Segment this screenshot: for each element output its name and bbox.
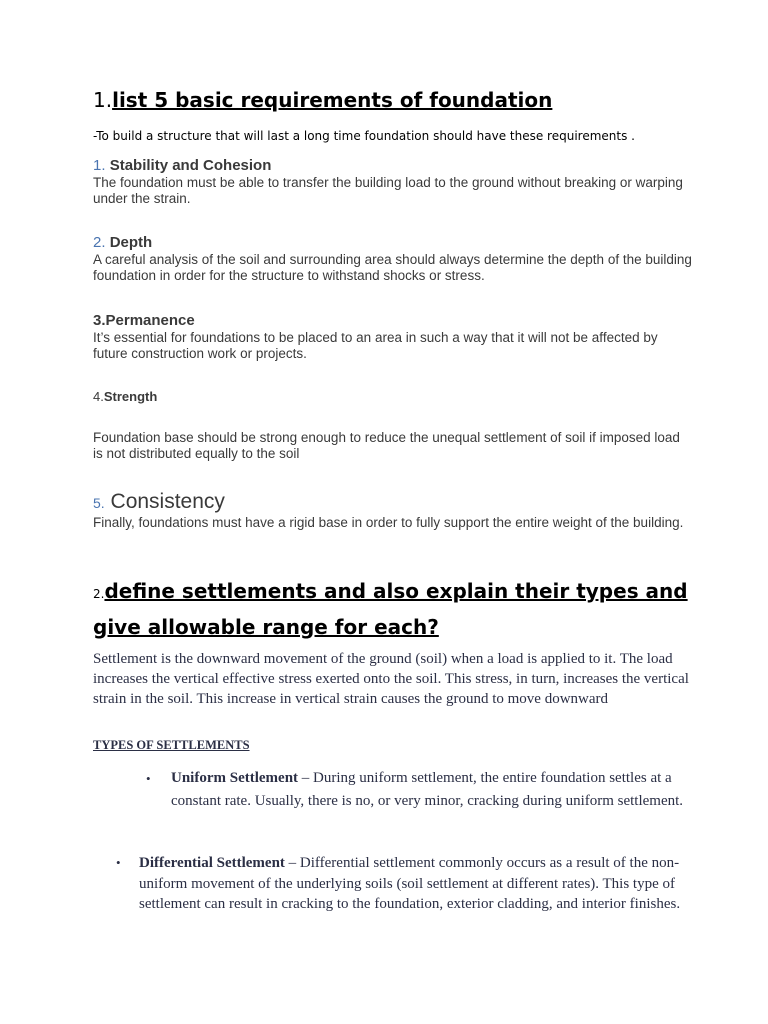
requirement-5-title: Consistency bbox=[110, 490, 225, 513]
question-1-heading bbox=[93, 88, 552, 112]
question-2-title: define settlements and also explain their types and give allowable range for each? bbox=[93, 579, 688, 639]
requirement-5-body: Finally, foundations must have a rigid base in order to fully support the entire weight of the building. bbox=[93, 515, 684, 530]
requirement-2-number: 2. bbox=[93, 234, 106, 251]
requirement-1-number: 1. bbox=[93, 157, 106, 174]
requirement-4 bbox=[93, 389, 693, 462]
requirement-4-heading bbox=[93, 389, 693, 404]
requirement-4-number: 4. bbox=[93, 389, 104, 404]
requirement-5 bbox=[93, 490, 693, 531]
requirement-1 bbox=[93, 157, 693, 207]
bullet-dot: • bbox=[146, 771, 151, 786]
list-item-uniform-settlement bbox=[146, 767, 691, 813]
requirement-3 bbox=[93, 312, 693, 362]
requirement-3-title: Permanence bbox=[105, 312, 195, 329]
requirement-1-body: The foundation must be able to transfer the building load to the ground without breaking or warping under the strain. bbox=[93, 175, 683, 206]
requirement-3-body: It’s essential for foundations to be placed to an area in such a way that it will not be affected by future construction work or projects. bbox=[93, 330, 658, 361]
requirement-1-heading bbox=[93, 157, 693, 175]
requirement-2 bbox=[93, 234, 693, 284]
bullet-dot: • bbox=[116, 855, 121, 870]
desc-uniform-settlement: – During uniform settlement, the entire foundation settles at a constant rate. Usually, there is no, or very minor, cracking during uniform settlement. bbox=[171, 770, 684, 809]
desc-differential-settlement: – Differential settlement commonly occurs as a result of the non-uniform movement of the underlying soils (soil settlement at different rates). This type of settlement can result in cracking to the foundation, exterior cladding, and interior finishes. bbox=[139, 855, 681, 912]
requirement-3-heading bbox=[93, 312, 693, 330]
types-heading: TYPES OF SETTLEMENTS bbox=[93, 738, 250, 752]
requirement-4-body: Foundation base should be strong enough to reduce the unequal settlement of soil if imposed load is not distributed equally to the soil bbox=[93, 430, 680, 461]
requirement-3-number: 3. bbox=[93, 312, 106, 329]
requirement-2-body: A careful analysis of the soil and surrounding area should always determine the depth of the building foundation in order for the structure to withstand shocks or stress. bbox=[93, 252, 692, 283]
question-1-number: 1. bbox=[93, 88, 113, 112]
term-uniform-settlement: Uniform Settlement bbox=[171, 770, 299, 786]
requirement-5-number: 5. bbox=[93, 495, 105, 511]
question-2-heading bbox=[93, 575, 733, 644]
requirement-1-title: Stability and Cohesion bbox=[109, 157, 272, 174]
question-1-title: list 5 basic requirements of foundation bbox=[112, 88, 553, 112]
requirement-2-heading bbox=[93, 234, 693, 252]
question-2-number: 2. bbox=[93, 587, 105, 601]
requirement-2-title: Depth bbox=[109, 234, 153, 251]
question-1-intro: -To build a structure that will last a long time foundation should have these requirements . bbox=[93, 129, 635, 143]
list-item-differential-settlement bbox=[116, 853, 684, 915]
term-differential-settlement: Differential Settlement bbox=[139, 855, 285, 871]
requirement-4-title: Strength bbox=[103, 389, 158, 404]
settlement-definition: Settlement is the downward movement of the ground (soil) when a load is applied to it. The load increases the vertical effective stress exerted onto the soil. This stress, in turn, increases the vertical strain in the soil. This increase in vertical strain causes the ground to move downward bbox=[93, 651, 689, 707]
requirement-5-heading bbox=[93, 490, 693, 515]
